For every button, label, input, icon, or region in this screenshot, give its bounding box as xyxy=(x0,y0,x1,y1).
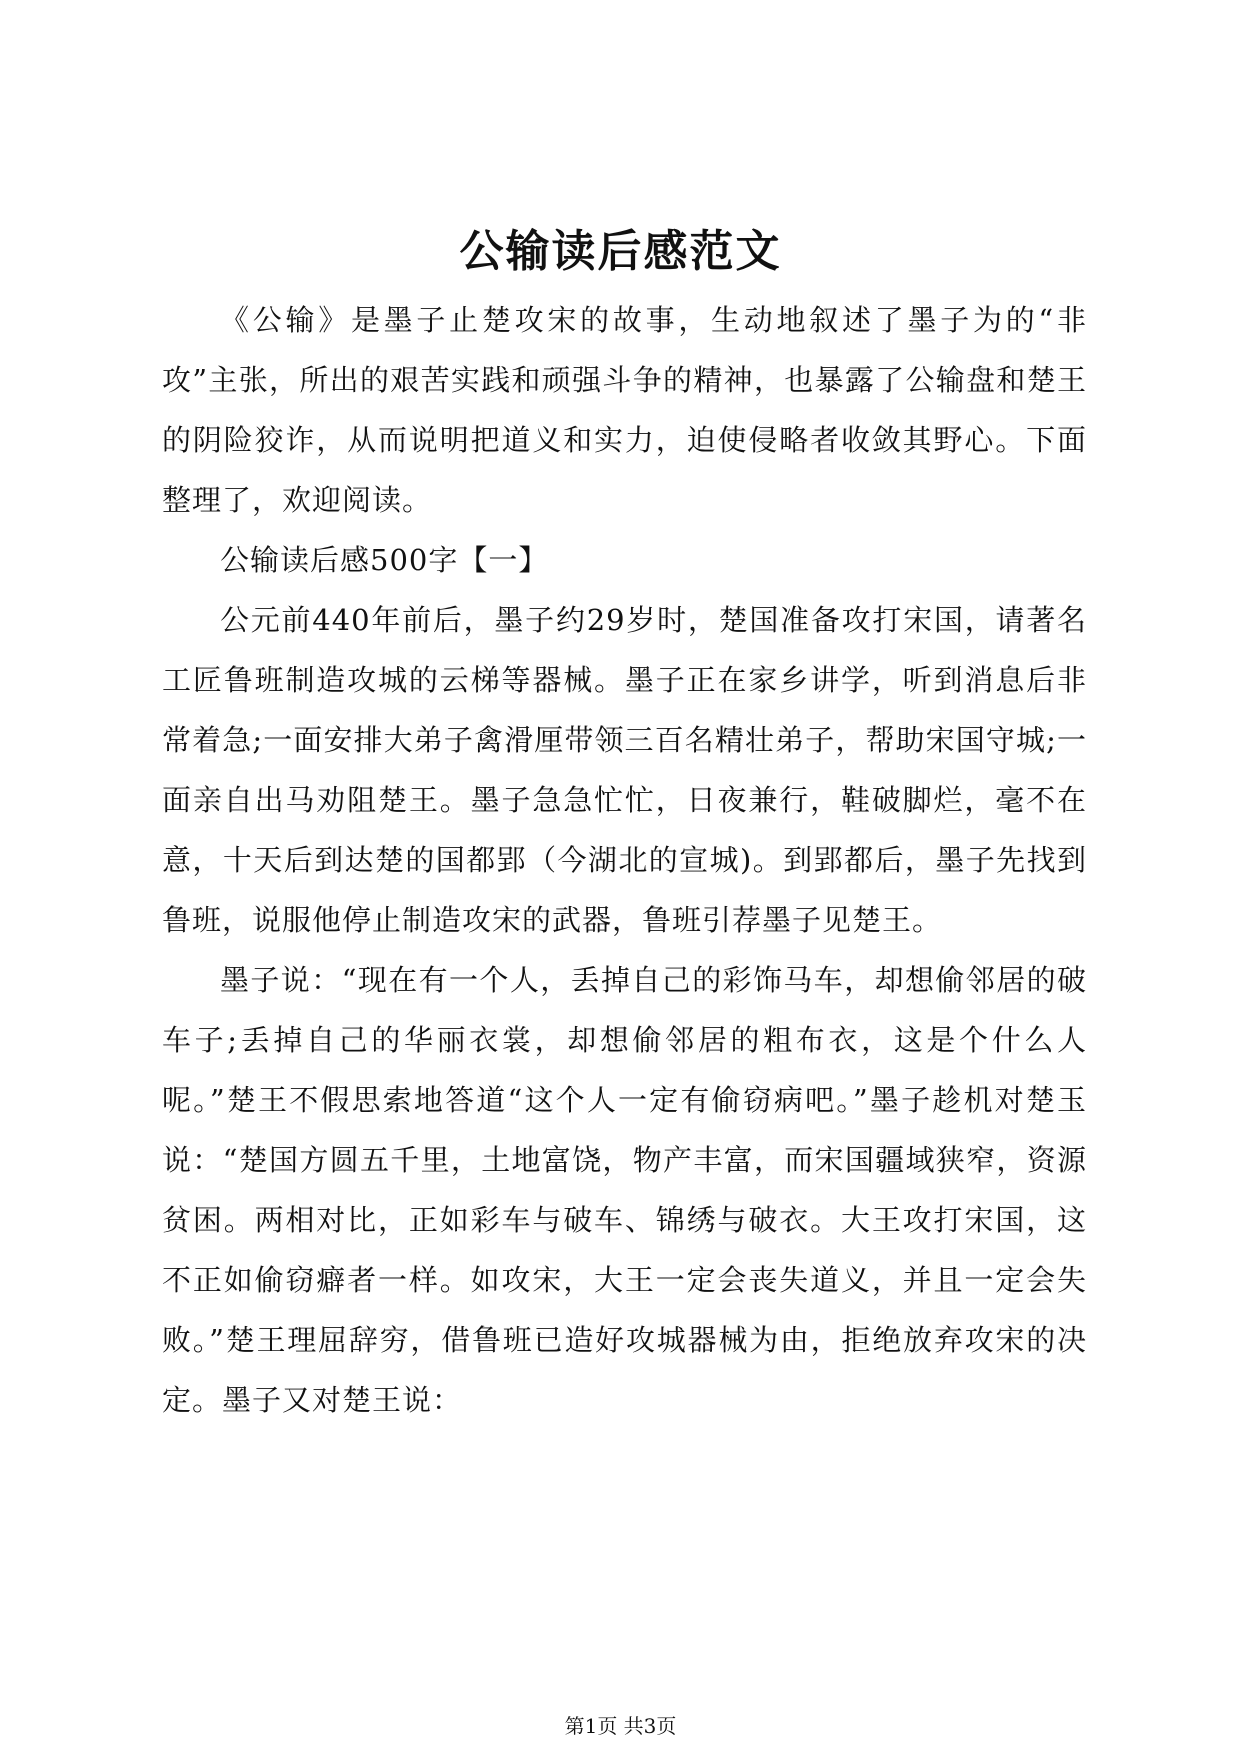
document-title: 公输读后感范文 xyxy=(459,226,782,277)
section-heading: 公输读后感500字【一】 xyxy=(220,543,549,577)
page-footer: 第1页 共3页 xyxy=(564,1714,677,1738)
body-paragraph: 公元前440年前后，墨子约29岁时，楚国准备攻打宋国，请著名工匠鲁班制造攻城的云梯等器械。墨子正在家乡讲学，听到消息后非常着急;一面安排大弟子禽滑厘带领三百名精壮弟子，帮助宋国守城;一面亲自出马劝阻楚王。墨子急急忙忙，日夜兼行，鞋破脚烂，毫不在意，十天后到达楚的国都郢（今湖北的宣城)。到郢都后，墨子先找到鲁班，说服他停止制造攻宋的武器，鲁班引荐墨子见楚王。 xyxy=(162,603,1087,937)
document-body xyxy=(162,290,1087,1430)
body-paragraph: 墨子说：“现在有一个人，丢掉自己的彩饰马车，却想偷邻居的破车子;丢掉自己的华丽衣裳，却想偷邻居的粗布衣，这是个什么人呢。”楚王不假思索地答道“这个人一定有偷窃病吧。”墨子趁机对楚玉说：“楚国方圆五千里，土地富饶，物产丰富，而宋国疆域狭窄，资源贫困。两相对比，正如彩车与破车、锦绣与破衣。大王攻打宋国，这不正如偷窃癖者一样。如攻宋，大王一定会丧失道义，并且一定会失败。”楚王理屈辞穷，借鲁班已造好攻城器械为由，拒绝放弃攻宋的决定。墨子又对楚王说： xyxy=(162,963,1087,1417)
intro-paragraph: 《公输》是墨子止楚攻宋的故事，生动地叙述了墨子为的“非攻”主张，所出的艰苦实践和顽强斗争的精神，也暴露了公输盘和楚王的阴险狡诈，从而说明把道义和实力，迫使侵略者收敛其野心。下面整理了，欢迎阅读。 xyxy=(162,303,1087,517)
